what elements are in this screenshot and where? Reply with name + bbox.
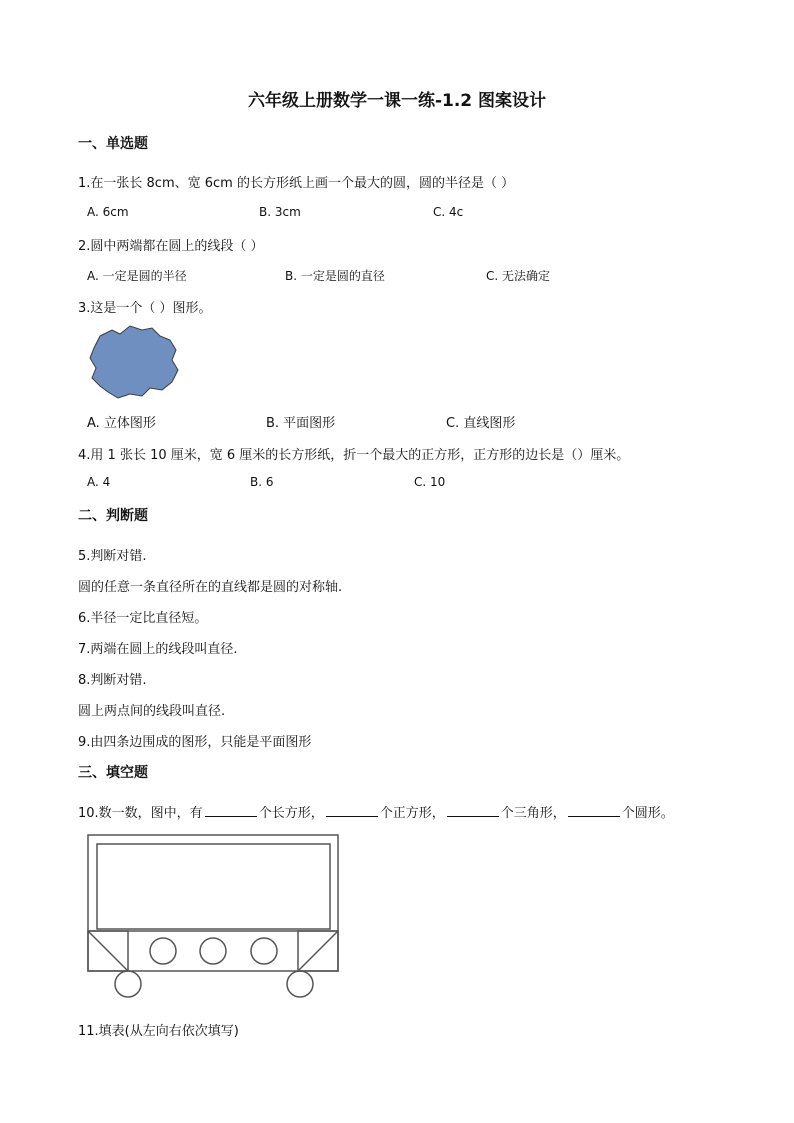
question-4-option-a[interactable]: A. 4	[87, 475, 111, 489]
question-4-option-c[interactable]: C. 10	[414, 475, 446, 489]
question-4-option-b[interactable]: B. 6	[250, 475, 274, 489]
question-10-text	[78, 802, 674, 821]
question-3-option-b[interactable]: B. 平面图形	[266, 416, 336, 431]
question-10-part-5: 个圆形。	[621, 806, 674, 821]
question-3-text: 3.这是一个（ ）图形。	[78, 301, 212, 316]
question-6-text: 6.半径一定比直径短。	[78, 611, 208, 626]
question-7-text: 7.两端在圆上的线段叫直径.	[78, 642, 238, 657]
question-9-text: 9.由四条边围成的图形，只能是平面图形	[78, 735, 312, 750]
answer-blank-circles[interactable]	[568, 815, 620, 817]
question-3-option-a[interactable]: A. 立体图形	[87, 416, 156, 431]
question-10-part-3: 个正方形，	[379, 806, 445, 821]
question-1-option-a[interactable]: A. 6cm	[87, 205, 129, 219]
irregular-blob-shape-icon	[86, 322, 182, 402]
section-heading-true-false: 二、判断题	[78, 508, 148, 524]
question-5-line-1: 5.判断对错.	[78, 549, 147, 564]
question-3-option-c[interactable]: C. 直线图形	[446, 416, 516, 431]
question-10-part-4: 个三角形，	[500, 806, 566, 821]
question-8-line-1: 8.判断对错.	[78, 673, 147, 688]
cart-shape-figure-icon	[86, 833, 342, 1001]
question-5-line-2: 圆的任意一条直径所在的直线都是圆的对称轴.	[78, 580, 343, 595]
question-1-text: 1.在一张长 8cm、宽 6cm 的长方形纸上画一个最大的圆，圆的半径是（ ）	[78, 176, 515, 191]
question-4-text: 4.用 1 张长 10 厘米，宽 6 厘米的长方形纸，折一个最大的正方形，正方形的边长是（）厘米。	[78, 448, 630, 463]
question-11-text: 11.填表(从左向右依次填写)	[78, 1024, 239, 1039]
page-title: 六年级上册数学一课一练-1.2 图案设计	[247, 91, 547, 111]
answer-blank-squares[interactable]	[326, 815, 378, 817]
question-2-text: 2.圆中两端都在圆上的线段（ ）	[78, 239, 264, 254]
question-10-part-1: 10.数一数，图中，有	[78, 806, 203, 821]
question-2-option-b[interactable]: B. 一定是圆的直径	[285, 269, 385, 283]
answer-blank-triangles[interactable]	[447, 815, 499, 817]
question-1-option-b[interactable]: B. 3cm	[259, 205, 301, 219]
question-10-part-2: 个长方形，	[258, 806, 324, 821]
question-8-line-2: 圆上两点间的线段叫直径.	[78, 704, 226, 719]
section-heading-fill-blank: 三、填空题	[78, 765, 148, 781]
question-2-option-c[interactable]: C. 无法确定	[486, 269, 551, 283]
answer-blank-rectangles[interactable]	[205, 815, 257, 817]
question-2-option-a[interactable]: A. 一定是圆的半径	[87, 269, 187, 283]
section-heading-single-choice: 一、单选题	[78, 136, 148, 152]
question-1-option-c[interactable]: C. 4c	[433, 205, 464, 219]
